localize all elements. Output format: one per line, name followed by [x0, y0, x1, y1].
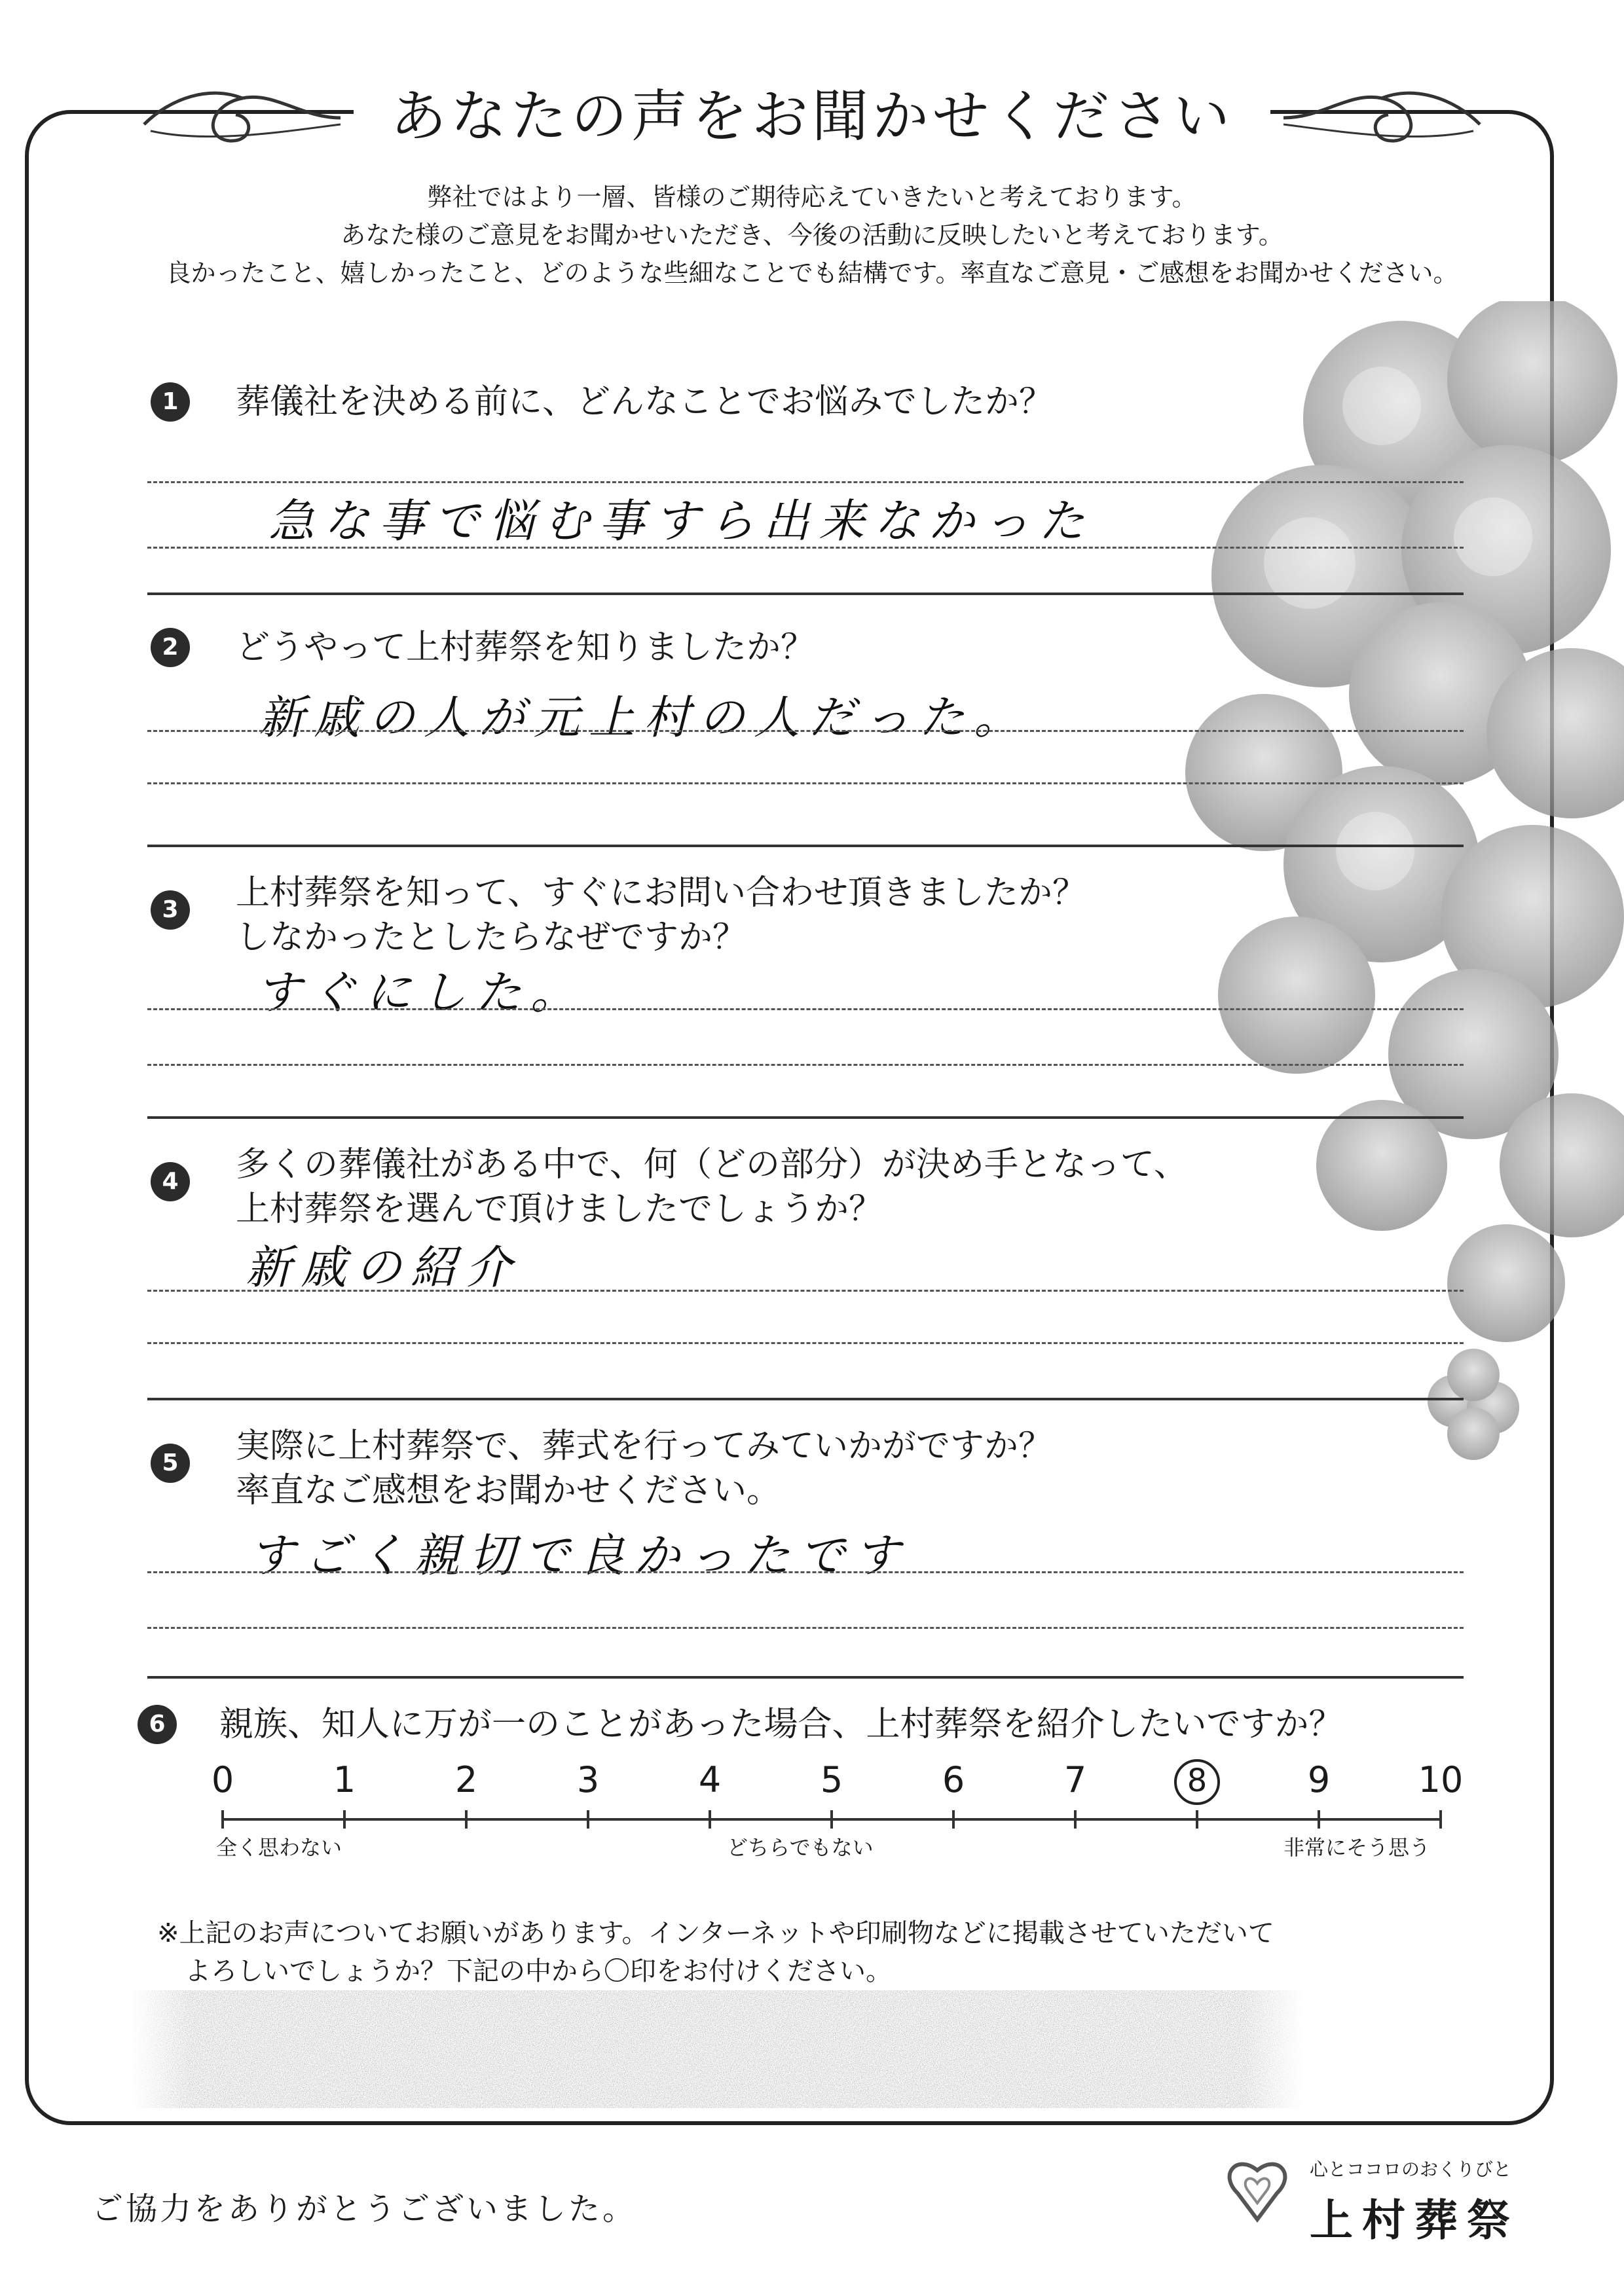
flourish-right-icon — [1277, 79, 1493, 157]
scale-tick — [343, 1810, 346, 1829]
answer-1[interactable]: 急な事で悩む事すら出来なかった — [268, 494, 1094, 548]
section-divider — [147, 592, 1464, 595]
section-divider — [147, 1116, 1464, 1119]
scale-tick — [221, 1810, 224, 1829]
question-number: 4 — [151, 1162, 190, 1201]
section-divider — [147, 1398, 1464, 1400]
answer-line — [147, 1008, 1464, 1010]
answer-line — [147, 782, 1464, 784]
scale-option[interactable]: 4 — [698, 1759, 722, 1800]
flourish-left-icon — [131, 79, 347, 157]
rating-scale — [211, 1759, 1464, 1876]
intro-line: あなた様のご意見をお聞かせいただき、今後の活動に反映したいと考えております。 — [341, 221, 1283, 249]
question-text: どうやって上村葬祭を知りましたか？ — [236, 628, 815, 667]
question-number: 5 — [151, 1444, 190, 1483]
note-line: ※上記のお声についてお願いがあります。インターネットや印刷物などに掲載させていただいて — [157, 1918, 1274, 1948]
scale-tick — [1439, 1810, 1442, 1829]
scale-tick — [1074, 1810, 1077, 1829]
scale-tick — [1196, 1810, 1198, 1829]
intro-line: 良かったこと、嬉しかったこと、どのような些細なことでも結構です。率直なご意見・ご感想をお聞かせください。 — [166, 259, 1458, 287]
scale-option[interactable]: 5 — [820, 1759, 843, 1800]
intro-text — [118, 178, 1506, 292]
brand-tagline: 心とココロのおくりびと — [1310, 2159, 1512, 2180]
thank-you-text: ご協力をありがとうございました。 — [92, 2191, 637, 2227]
scale-tick — [465, 1810, 468, 1829]
question-text: 葬儀社を決める前に、どんなことでお悩みでしたか？ — [236, 382, 1054, 422]
question-text: 上村葬祭を知って、すぐにお問い合わせ頂きましたか？ — [236, 873, 1086, 913]
note-line: よろしいでしょうか？下記の中から〇印をお付けください。 — [185, 1956, 892, 1986]
answer-line — [147, 1290, 1464, 1292]
question-text: 上村葬祭を選んで頂けましたでしょうか？ — [236, 1190, 883, 1229]
section-divider — [147, 845, 1464, 847]
scale-option[interactable]: 2 — [454, 1759, 478, 1800]
question-text: 親族、知人に万が一のことがあった場合、上村葬祭を紹介したいですか？ — [219, 1705, 1343, 1744]
answer-line — [147, 481, 1464, 483]
question-text: 多くの葬儀社がある中で、何（どの部分）が決め手となって、 — [236, 1145, 1188, 1184]
page-title: あなたの声をお聞かせください — [354, 84, 1270, 149]
brand-name: 上村葬祭 — [1310, 2195, 1519, 2246]
scale-tick — [952, 1810, 955, 1829]
scale-label-high: 非常にそう思う — [1283, 1835, 1431, 1860]
scale-tick — [709, 1810, 711, 1829]
answer-4[interactable]: 新戚の紹介 — [246, 1241, 521, 1294]
scale-tick — [1318, 1810, 1320, 1829]
answer-line — [147, 1571, 1464, 1573]
scale-option-selected[interactable]: 8 — [1174, 1759, 1220, 1805]
scale-option[interactable]: 3 — [576, 1759, 600, 1800]
scale-option[interactable]: 0 — [211, 1759, 234, 1800]
scale-label-low: 全く思わない — [216, 1835, 342, 1860]
answer-line — [147, 1064, 1464, 1066]
question-text: 実際に上村葬祭で、葬式を行ってみていかがですか？ — [236, 1427, 1052, 1466]
question-text: しなかったとしたらなぜですか？ — [236, 918, 747, 957]
clover-decoration-icon — [1166, 301, 1624, 1480]
answer-line — [147, 547, 1464, 549]
scale-tick — [830, 1810, 833, 1829]
answer-5[interactable]: すごく親切で良かったです — [249, 1529, 909, 1582]
scale-option[interactable]: 7 — [1063, 1759, 1087, 1800]
question-text: 率直なご感想をお聞かせください。 — [236, 1471, 781, 1510]
scale-tick — [587, 1810, 589, 1829]
question-number: 3 — [151, 890, 190, 930]
answer-line — [147, 730, 1464, 732]
question-number: 1 — [151, 382, 190, 422]
scale-option[interactable]: 10 — [1418, 1759, 1464, 1800]
question-number: 2 — [151, 628, 190, 667]
scale-label-mid: どちらでもない — [727, 1835, 874, 1860]
answer-2[interactable]: 新戚の人が元上村の人だった。 — [259, 691, 1029, 744]
publication-note — [157, 1914, 1274, 1990]
question-number: 6 — [138, 1705, 177, 1744]
scale-option[interactable]: 9 — [1307, 1759, 1331, 1800]
answer-line — [147, 1342, 1464, 1344]
intro-line: 弊社ではより一層、皆様のご期待応えていきたいと考えております。 — [427, 183, 1197, 211]
scale-option[interactable]: 1 — [333, 1759, 356, 1800]
scale-option[interactable]: 6 — [942, 1759, 965, 1800]
answer-3[interactable]: すぐにした。 — [255, 966, 585, 1019]
section-divider — [147, 1676, 1464, 1679]
smudged-area — [131, 1990, 1303, 2108]
answer-line — [147, 1627, 1464, 1629]
